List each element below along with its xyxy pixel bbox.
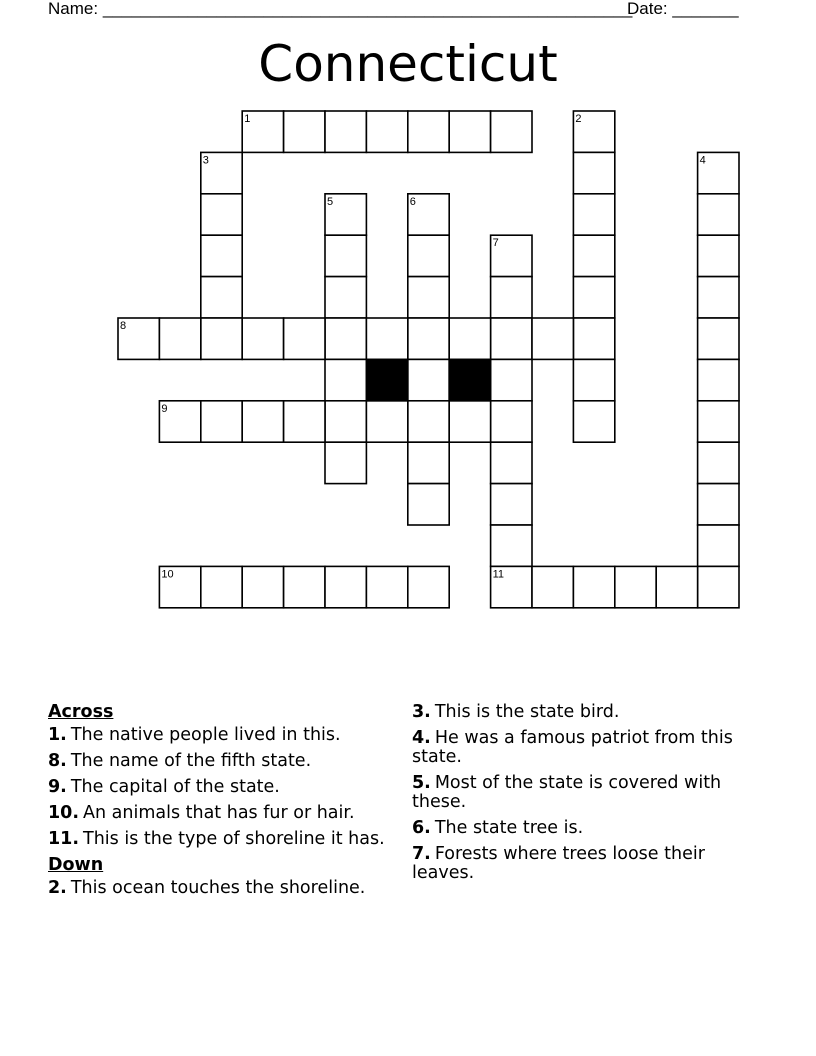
clues-right-column <box>412 703 752 890</box>
down-clue-list <box>48 879 388 898</box>
clue-number-label: 7. <box>412 844 431 864</box>
grid-cell[interactable] <box>408 235 449 276</box>
grid-cell[interactable] <box>573 318 614 359</box>
clue-text: The name of the fifth state. <box>70 751 312 771</box>
down-heading: Down <box>48 855 104 875</box>
grid-cell[interactable] <box>698 484 739 525</box>
grid-cell[interactable] <box>408 484 449 525</box>
down-clue <box>48 879 388 898</box>
clue-text: This ocean touches the shoreline. <box>70 878 366 898</box>
grid-cell[interactable] <box>242 566 283 607</box>
grid-cell[interactable] <box>325 566 366 607</box>
grid-cell[interactable] <box>698 401 739 442</box>
down-clue <box>412 819 752 838</box>
grid-cell[interactable] <box>698 359 739 400</box>
grid-cell[interactable] <box>491 525 532 566</box>
down-clue <box>412 845 752 883</box>
grid-cell[interactable] <box>698 442 739 483</box>
clue-number: 7 <box>492 237 499 250</box>
grid-cell[interactable] <box>698 525 739 566</box>
across-clue <box>48 804 388 823</box>
grid-cell[interactable] <box>532 566 573 607</box>
grid-cell[interactable] <box>325 401 366 442</box>
grid-cell[interactable] <box>449 111 490 152</box>
black-cell <box>366 359 407 400</box>
grid-cell[interactable] <box>449 401 490 442</box>
clue-text: This is the state bird. <box>434 702 620 722</box>
grid-cell[interactable] <box>573 277 614 318</box>
grid-cell[interactable] <box>573 566 614 607</box>
grid-cell[interactable] <box>491 401 532 442</box>
grid-cell[interactable] <box>242 401 283 442</box>
clue-number: 11 <box>492 568 505 581</box>
date-blank: _______ <box>672 0 739 18</box>
grid-cell[interactable] <box>159 318 200 359</box>
grid-cell[interactable] <box>284 401 325 442</box>
grid-cell[interactable] <box>201 566 242 607</box>
black-cell <box>449 359 490 400</box>
grid-cell[interactable] <box>491 111 532 152</box>
grid-cell[interactable] <box>491 277 532 318</box>
clue-text: This is the type of shoreline it has. <box>83 829 385 849</box>
clue-number-label: 6. <box>412 818 431 838</box>
clue-number: 8 <box>120 320 127 332</box>
clue-number: 9 <box>161 402 168 415</box>
clue-number: 2 <box>575 113 582 125</box>
clue-number-label: 11. <box>48 829 80 849</box>
grid-cell[interactable] <box>325 318 366 359</box>
grid-cell[interactable] <box>325 442 366 483</box>
grid-cell[interactable] <box>698 566 739 607</box>
grid-cell[interactable] <box>573 401 614 442</box>
grid-cell[interactable] <box>325 111 366 152</box>
grid-cell[interactable] <box>325 235 366 276</box>
clue-number: 10 <box>161 568 174 581</box>
grid-cell[interactable] <box>201 277 242 318</box>
grid-cell[interactable] <box>615 566 656 607</box>
grid-cell[interactable] <box>242 318 283 359</box>
clue-text: The state tree is. <box>434 818 584 838</box>
clue-number-label: 5. <box>412 773 431 793</box>
across-clue <box>48 778 388 797</box>
grid-cell[interactable] <box>201 235 242 276</box>
grid-cell[interactable] <box>698 277 739 318</box>
down-clue <box>412 729 752 767</box>
grid-cell[interactable] <box>284 566 325 607</box>
clue-number-label: 1. <box>48 725 67 745</box>
grid-cell[interactable] <box>366 318 407 359</box>
grid-cell[interactable] <box>698 318 739 359</box>
across-clue <box>48 752 388 771</box>
date-label: Date: <box>627 0 668 18</box>
down-clue-list-continued <box>412 703 752 883</box>
grid-cell[interactable] <box>698 235 739 276</box>
grid-cell[interactable] <box>408 442 449 483</box>
clue-text: Forests where trees loose their leaves. <box>412 844 705 883</box>
clue-number: 4 <box>699 154 706 167</box>
grid-cell[interactable] <box>573 194 614 235</box>
grid-cell[interactable] <box>656 566 697 607</box>
down-clue <box>412 774 752 812</box>
clues-left-column <box>48 703 388 905</box>
clue-number: 1 <box>244 113 251 125</box>
grid-cell[interactable] <box>366 566 407 607</box>
clue-number: 3 <box>202 154 209 167</box>
grid-cell[interactable] <box>284 111 325 152</box>
clue-number-label: 4. <box>412 728 431 748</box>
grid-cell[interactable] <box>408 111 449 152</box>
grid-cell[interactable] <box>201 318 242 359</box>
clue-text: The native people lived in this. <box>70 725 341 745</box>
grid-cell[interactable] <box>491 318 532 359</box>
across-clue <box>48 726 388 745</box>
clue-number-label: 2. <box>48 878 67 898</box>
grid-cell[interactable] <box>573 152 614 193</box>
across-clue <box>48 830 388 849</box>
down-clue <box>412 703 752 722</box>
grid-cell[interactable] <box>325 277 366 318</box>
clue-number-label: 10. <box>48 803 80 823</box>
grid-cell[interactable] <box>491 442 532 483</box>
grid-cell[interactable] <box>408 277 449 318</box>
grid-cell[interactable] <box>698 194 739 235</box>
grid-cell[interactable] <box>491 484 532 525</box>
grid-cell[interactable] <box>408 401 449 442</box>
clue-text: He was a famous patriot from this state. <box>412 728 733 767</box>
clue-text: An animals that has fur or hair. <box>83 803 355 823</box>
grid-cell[interactable] <box>284 318 325 359</box>
grid-cell[interactable] <box>408 566 449 607</box>
grid-cell[interactable] <box>532 318 573 359</box>
clue-number: 6 <box>409 195 416 208</box>
grid-cell[interactable] <box>573 359 614 400</box>
grid-cell[interactable] <box>201 194 242 235</box>
across-heading: Across <box>48 702 114 722</box>
grid-cell[interactable] <box>366 401 407 442</box>
grid-cell[interactable] <box>325 359 366 400</box>
grid-cell[interactable] <box>201 401 242 442</box>
name-label: Name: <box>48 0 99 18</box>
clue-text: Most of the state is covered with these. <box>412 773 722 812</box>
grid-cell[interactable] <box>573 235 614 276</box>
name-blank: ________________________________________________________ <box>102 0 633 18</box>
grid-cell[interactable] <box>491 359 532 400</box>
clue-number-label: 8. <box>48 751 67 771</box>
grid-cell[interactable] <box>449 318 490 359</box>
clue-number-label: 3. <box>412 702 431 722</box>
clue-number-label: 9. <box>48 777 67 797</box>
page-title: Connecticut <box>258 35 558 93</box>
grid-cell[interactable] <box>408 359 449 400</box>
clue-number: 5 <box>327 195 334 208</box>
across-clue-list <box>48 726 388 849</box>
clue-text: The capital of the state. <box>70 777 280 797</box>
grid-cell[interactable] <box>408 318 449 359</box>
grid-cell[interactable] <box>366 111 407 152</box>
